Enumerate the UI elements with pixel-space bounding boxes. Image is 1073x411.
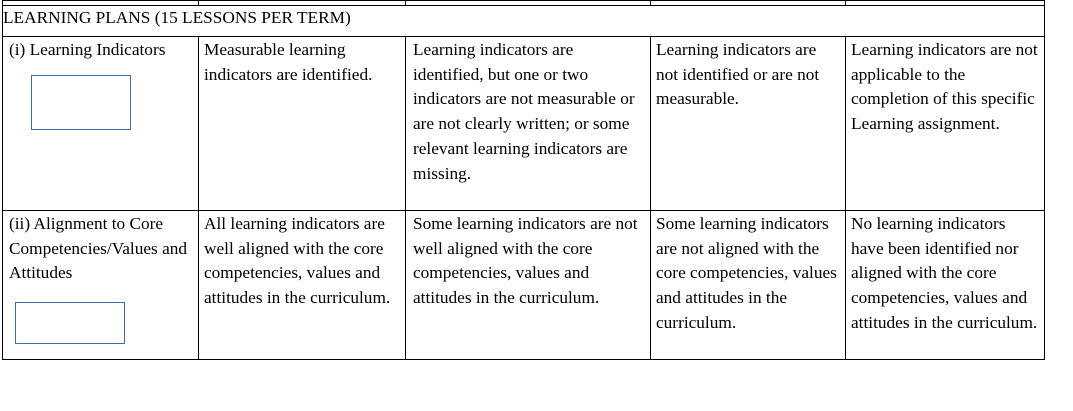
level-cell	[406, 37, 651, 211]
table-row-alignment	[3, 211, 1045, 360]
table-row-learning-indicators	[3, 37, 1045, 211]
level-cell	[846, 37, 1045, 211]
criterion-label: (i) Learning Indicators	[9, 40, 166, 59]
level-descriptor: Learning indicators are identified, but one or two indicators are not measurable or are not clearly written; or some relevant learning indicators are missing.	[413, 40, 635, 183]
level-descriptor: Measurable learning indicators are identified.	[204, 40, 373, 84]
level-descriptor: Some learning indicators are not well aligned with the core competencies, values and attitudes in the curriculum.	[413, 214, 638, 308]
level-cell	[651, 211, 846, 360]
level-cell	[651, 37, 846, 211]
learning-plans-rubric-table	[2, 0, 1045, 360]
title-row	[3, 6, 1045, 37]
level-descriptor: All learning indicators are well aligned with the core competencies, values and attitudes in the curriculum.	[204, 214, 391, 308]
level-descriptor: No learning indicators have been identified nor aligned with the core competencies, values and attitudes in the curriculum.	[851, 214, 1038, 332]
criterion-cell	[3, 211, 199, 360]
table-title: LEARNING PLANS (15 LESSONS PER TERM)	[3, 6, 1045, 37]
score-input-box-learning-indicators[interactable]	[31, 75, 131, 130]
score-input-box-alignment[interactable]	[15, 302, 125, 344]
level-cell	[199, 211, 406, 360]
level-descriptor: Learning indicators are not identified or are not measurable.	[656, 40, 820, 109]
level-cell	[846, 211, 1045, 360]
level-cell	[406, 211, 651, 360]
level-cell	[199, 37, 406, 211]
criterion-cell	[3, 37, 199, 211]
level-descriptor: Some learning indicators are not aligned with the core competencies, values and attitudes in the curriculum.	[656, 214, 837, 332]
level-descriptor: Learning indicators are not applicable to the completion of this specific Learning assignment.	[851, 40, 1038, 134]
criterion-label: (ii) Alignment to Core Competencies/Values and Attitudes	[9, 214, 188, 283]
